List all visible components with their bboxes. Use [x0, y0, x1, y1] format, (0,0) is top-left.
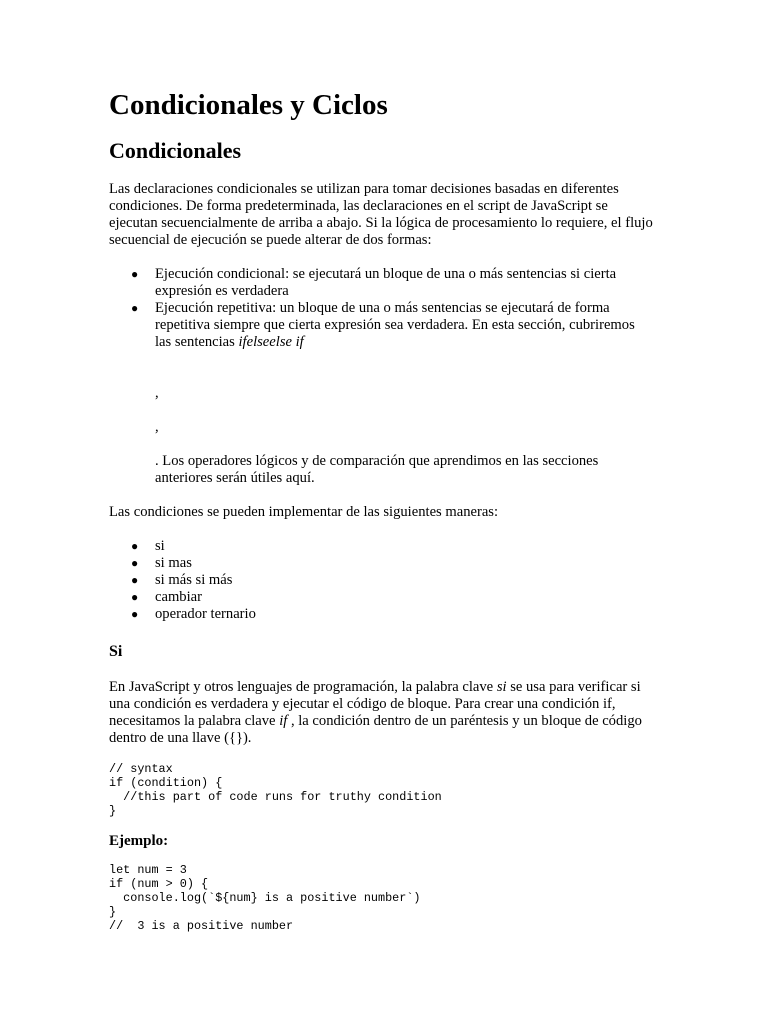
stray-comma: ,	[155, 385, 159, 401]
bullet-icon: ●	[131, 301, 139, 315]
list-item-tail-text: . Los operadores lógicos y de comparación que aprendimos en las secciones anteriores serán útiles aquí.	[155, 453, 599, 486]
list-item-text: si	[155, 538, 165, 554]
list-item	[109, 606, 654, 623]
italic-keyword: si	[496, 679, 507, 695]
list-item	[109, 266, 654, 300]
list-item-text: cambiar	[155, 589, 202, 605]
conditionals-intro-paragraph: Las declaraciones condicionales se utilizan para tomar decisiones basadas en diferentes condiciones. De forma predeterminada, las declaraciones en el script de JavaScript se ejecutan secuencialmente de arriba a abajo. Si la lógica de procesamiento lo requiere, el flujo secuencial de ejecución se puede alterar de dos formas:	[109, 181, 653, 248]
stray-comma: ,	[155, 419, 159, 435]
list-item-text: Ejecución condicional: se ejecutará un bloque de una o más sentencias si cierta expresión es verdadera	[155, 266, 617, 299]
list-item-text: si más si más	[155, 572, 233, 588]
bullet-icon: ●	[131, 539, 139, 553]
si-paragraph-text: , la condición dentro de un paréntesis y un bloque de código dentro de una llave ({}).	[109, 713, 642, 746]
document-content	[109, 88, 654, 933]
section-heading-si: Si	[109, 643, 123, 660]
bullet-icon: ●	[131, 556, 139, 570]
list-item-text: operador ternario	[155, 606, 256, 622]
list-item-text: Ejecución repetitiva: un bloque de una o más sentencias se ejecutará de forma repetitiva siempre que cierta expresión sea verdadera. En esta sección, cubriremos las sentencias	[155, 300, 635, 350]
bullet-icon: ●	[131, 267, 139, 281]
list-item	[109, 589, 654, 606]
section-heading-condicionales: Condicionales	[109, 138, 242, 163]
ways-intro-paragraph: Las condiciones se pueden implementar de las siguientes maneras:	[109, 504, 499, 520]
si-paragraph-text: se usa para verificar si una condición es verdadera y ejecutar el código de bloque. Para crear una condición if, necesitamos la palabra clave	[109, 679, 641, 729]
italic-keyword: if	[279, 713, 288, 729]
bullet-icon: ●	[131, 607, 139, 621]
ways-list	[109, 538, 654, 623]
bullet-icon: ●	[131, 573, 139, 587]
list-item	[109, 300, 654, 487]
italic-keywords: ifelseelse if	[238, 334, 304, 350]
list-item	[109, 555, 654, 572]
example-heading: Ejemplo:	[109, 833, 169, 849]
si-paragraph	[109, 679, 654, 747]
example-code-block: let num = 3 if (num > 0) { console.log(`${num} is a positive number`) } // 3 is a positive number	[109, 863, 421, 933]
list-item	[109, 538, 654, 555]
si-paragraph-text: En JavaScript y otros lenguajes de programación, la palabra clave	[109, 679, 497, 695]
list-item-text: si mas	[155, 555, 192, 571]
execution-types-list	[109, 266, 654, 487]
page-title: Condicionales y Ciclos	[109, 89, 388, 121]
list-item	[109, 572, 654, 589]
bullet-icon: ●	[131, 590, 139, 604]
syntax-code-block: // syntax if (condition) { //this part of code runs for truthy condition }	[109, 762, 442, 818]
